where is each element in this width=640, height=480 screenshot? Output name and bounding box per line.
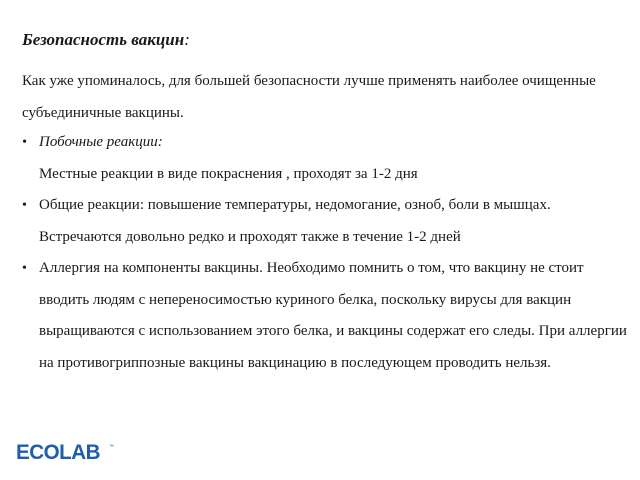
intro-paragraph: Как уже упоминалось, для большей безопасности лучше применять наиболее очищенные субъединичные вакцины. <box>22 73 596 121</box>
ecolab-logo-tm: ™ <box>109 444 114 450</box>
ecolab-logo <box>16 442 116 464</box>
local-reactions-text: Местные реакции в виде покраснения , проходят за 1-2 дня <box>39 165 418 182</box>
slide-title-text: Безопасность вакцин <box>22 30 185 49</box>
bullet-side-effects-label: • Побочные реакции: <box>22 127 627 159</box>
bullet-allergy: • Аллергия на компоненты вакцины. Необходимо помнить о том, что вакцину не стоит вводить людям с непереносимостью куриного белка, поскольку вирусы для вакцин выращиваются с использованием этого белка, и вакцины содержат его следы. При аллергии на противогриппозные вакцины вакцинацию в последующем проводить нельзя. <box>22 253 627 379</box>
slide-title-colon: : <box>184 30 190 49</box>
bullet-list <box>22 127 627 379</box>
ecolab-logo-word: ECOLAB <box>16 441 100 464</box>
slide-title <box>22 30 190 50</box>
bullet-general-reactions: • Общие реакции: повышение температуры, недомогание, озноб, боли в мышцах. Встречаются довольно редко и проходят также в течение 1-2 дней <box>22 190 627 253</box>
